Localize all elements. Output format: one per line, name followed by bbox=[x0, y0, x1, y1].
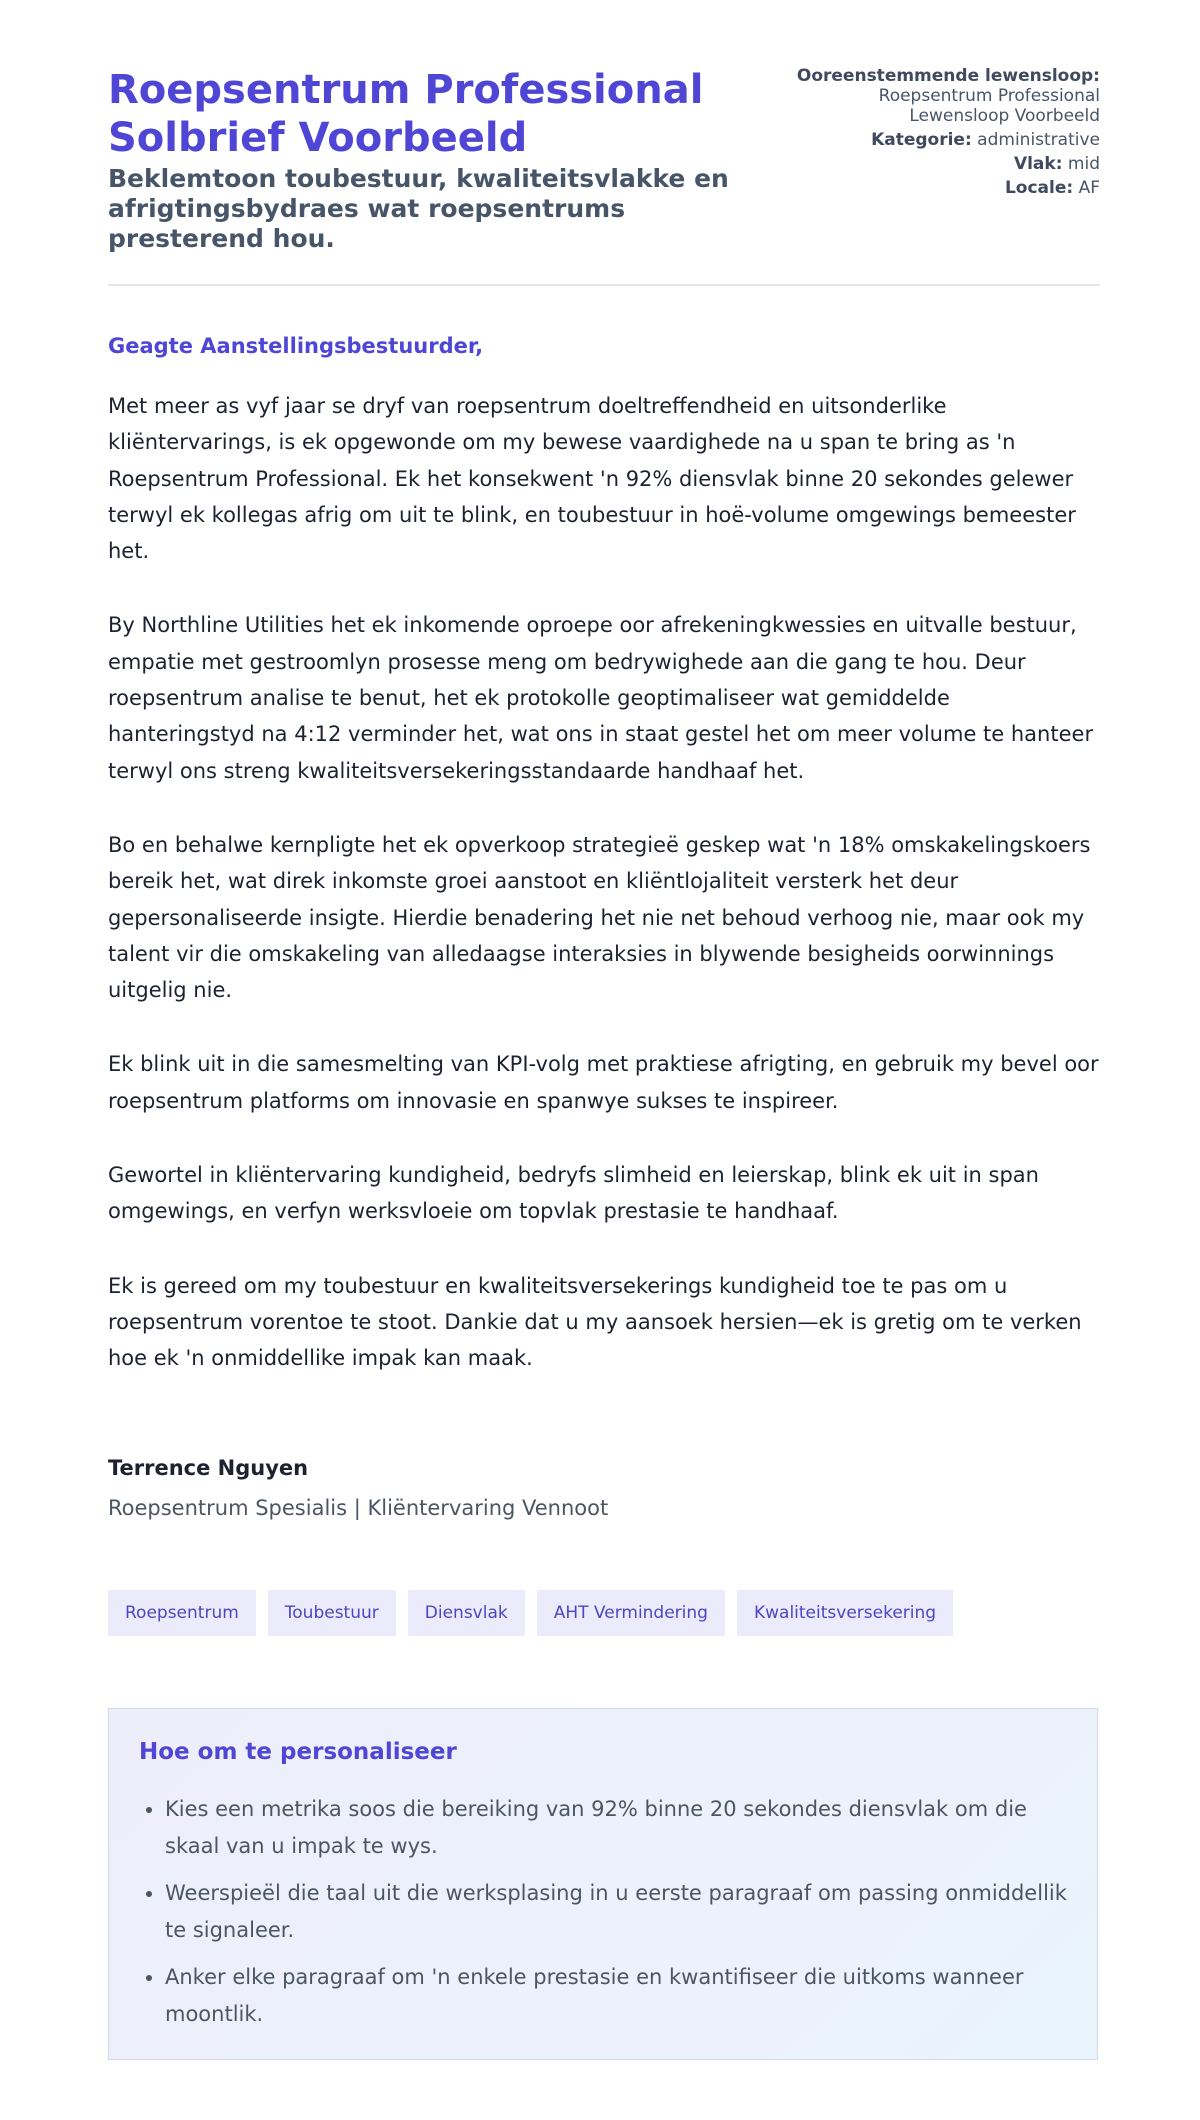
meta-panel bbox=[740, 66, 1100, 202]
page-subtitle: Beklemtoon toubestuur, kwaliteitsvlakke en afrigtingsbydraes wat roepsentrums presterend hou. bbox=[108, 164, 729, 253]
signature-role: Roepsentrum Spesialis | Kliëntervaring Vennoot bbox=[108, 1496, 609, 1520]
meta-category-value: administrative bbox=[977, 130, 1100, 150]
tips-title: Hoe om te personaliseer bbox=[139, 1739, 457, 1765]
letter-paragraph: Ek blink uit in die samesmelting van KPI-volg met praktiese afrigting, en gebruik my bevel oor roepsentrum platforms om innovasie en spanwye sukses te inspireer. bbox=[108, 1052, 1099, 1113]
page-header bbox=[108, 66, 1100, 286]
letter-paragraph: Bo en behalwe kernpligte het ek opverkoop strategieë geskep wat 'n 18% omskakelingskoers bereik het, wat direk inkomste groei aanstoot en kliëntlojaliteit versterk het deur gepersonaliseerde insigte. Hierdie benadering het nie net behoud verhoog nie, maar ook my talent vir die omskakeling van alledaagse interaksies in blywende besigheids oorwinnings uitgelig nie. bbox=[108, 832, 1091, 1003]
meta-resume-label: Ooreenstemmende lewensloop: bbox=[796, 66, 1100, 86]
letter-paragraph: Met meer as vyf jaar se dryf van roepsentrum doeltreffendheid en uitsonderlike kliëntervarings, is ek opgewonde om my bewese vaardighede na u span te bring as 'n Roepsentrum Professional. Ek het konsekwent 'n 92% diensvlak binne 20 sekondes gelewer terwyl ek kollegas afrig om uit te blink, en toubestuur in hoë-volume omgewings bemeester het. bbox=[108, 394, 1076, 564]
letter-body bbox=[108, 388, 1100, 1415]
letter-paragraph: Ek is gereed om my toubestuur en kwaliteitsversekerings kundigheid toe te pas om u roepsentrum vorentoe te stoot. Dankie dat u my aansoek hersien—ek is gretig om te verken hoe ek 'n onmiddellike impak kan maak. bbox=[108, 1273, 1082, 1371]
meta-level bbox=[740, 154, 1100, 174]
keyword-tag[interactable]: AHT Vermindering bbox=[537, 1590, 725, 1636]
tips-list-item: • Kies een metrika soos die bereiking van 92% binne 20 sekondes diensvlak om die skaal van u impak te wys. bbox=[165, 1791, 1085, 1865]
keyword-tag[interactable]: Toubestuur bbox=[268, 1590, 396, 1636]
keyword-tags bbox=[108, 1590, 953, 1636]
personalize-tips-box bbox=[108, 1708, 1098, 2060]
keyword-tag[interactable]: Roepsentrum bbox=[108, 1590, 256, 1636]
tips-list-item: • Weerspieël die taal uit die werksplasing in u eerste paragraaf om passing onmiddellik te signaleer. bbox=[165, 1875, 1085, 1949]
header-divider bbox=[108, 284, 1100, 286]
signature-name: Terrence Nguyen bbox=[108, 1456, 309, 1480]
letter-paragraph: By Northline Utilities het ek inkomende oproepe oor afrekeningkwessies en uitvalle bestuur, empatie met gestroomlyn prosesse meng om bedrywighede aan die gang te hou. Deur roepsentrum analise te benut, het ek protokolle geoptimaliseer wat gemiddelde hanteringstyd na 4:12 verminder het, wat ons in staat gestel het om meer volume te hanteer terwyl ons streng kwaliteitsversekeringsstandaarde handhaaf het. bbox=[108, 613, 1094, 783]
tips-list bbox=[139, 1791, 1085, 2043]
page-title: Roepsentrum Professional Solbrief Voorbeeld bbox=[108, 67, 704, 161]
meta-category bbox=[740, 130, 1100, 150]
letter-paragraph: Gewortel in kliëntervaring kundigheid, bedryfs slimheid en leierskap, blink ek uit in span omgewings, en verfyn werksvloeie om topvlak prestasie te handhaaf. bbox=[108, 1163, 1039, 1224]
meta-resume-link-line2[interactable]: Lewensloop Voorbeeld bbox=[909, 106, 1100, 126]
meta-locale-value: AF bbox=[1078, 178, 1100, 198]
meta-locale bbox=[740, 178, 1100, 198]
tips-list-item: • Anker elke paragraaf om 'n enkele prestasie en kwantifiseer die uitkoms wanneer moontlik. bbox=[165, 1959, 1085, 2033]
title-block bbox=[108, 66, 748, 254]
letter-greeting: Geagte Aanstellingsbestuurder, bbox=[108, 334, 484, 358]
meta-level-value: mid bbox=[1067, 154, 1100, 174]
meta-resume-label-row bbox=[740, 66, 1100, 86]
meta-level-label: Vlak: bbox=[1013, 154, 1063, 174]
keyword-tag[interactable]: Kwaliteitsversekering bbox=[737, 1590, 953, 1636]
keyword-tag[interactable]: Diensvlak bbox=[408, 1590, 525, 1636]
meta-category-label: Kategorie: bbox=[871, 130, 972, 150]
meta-resume-link-line1[interactable]: Roepsentrum Professional bbox=[878, 86, 1100, 106]
meta-locale-label: Locale: bbox=[1004, 178, 1074, 198]
